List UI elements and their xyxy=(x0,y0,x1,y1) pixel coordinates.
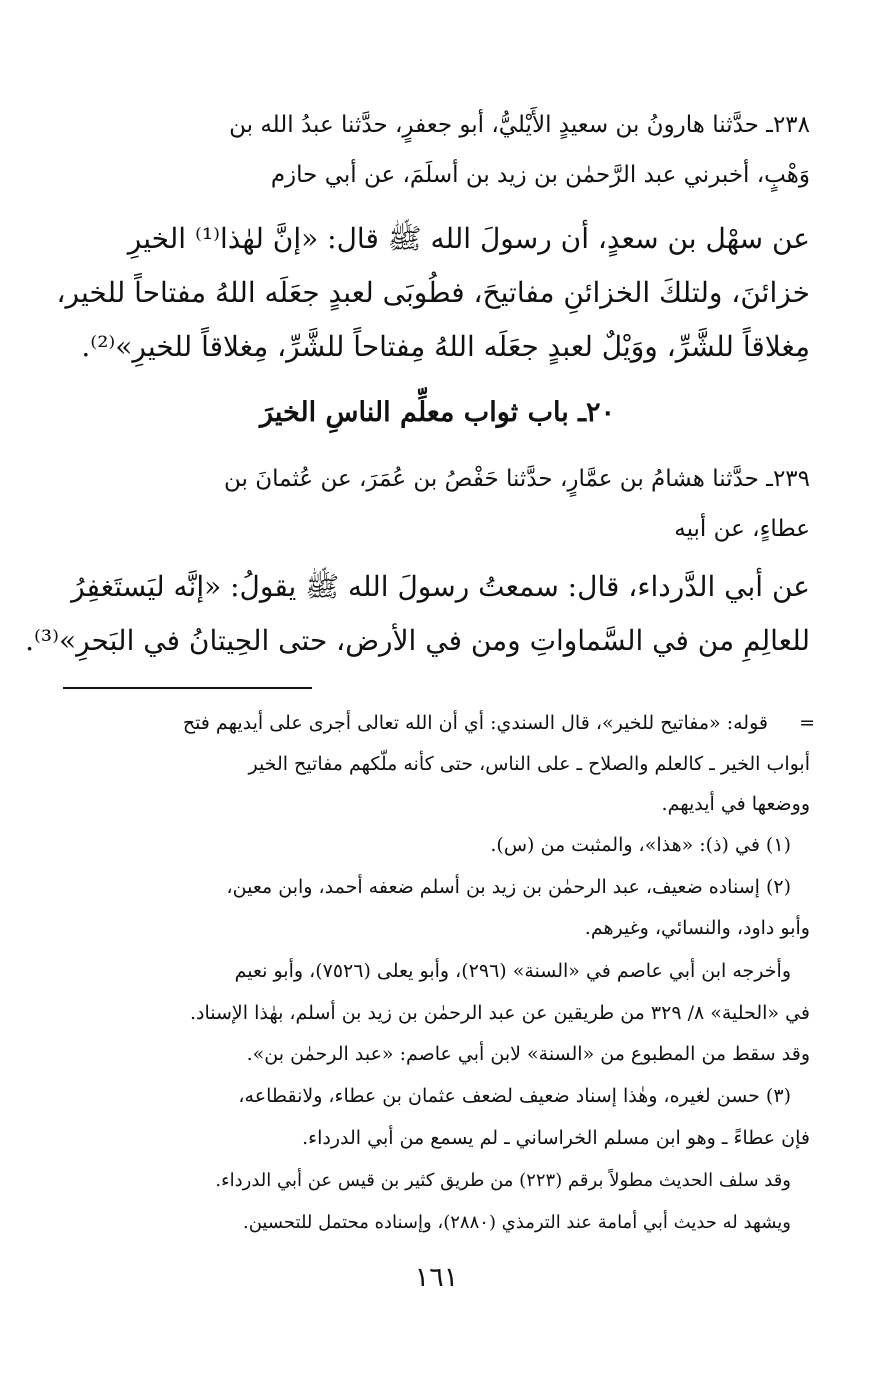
footnote-3-line-2: فإن عطاءً ـ وهو ابن مسلم الخراساني ـ لم يسمع من أبي الدرداء. xyxy=(302,1127,810,1149)
footnote-2-line-3: وأخرجه ابن أبي عاصم في «السنة» (٢٩٦)، وأبو يعلى (٧٥٢٦)، وأبو نعيم xyxy=(234,960,791,982)
footnote-continuation-marker: = xyxy=(799,712,815,734)
chapter-heading: ٢٠ـ باب ثواب معلِّم الناسِ الخيرَ xyxy=(259,397,616,428)
footnote-3-line-1: (٣) حسن لغيره، وهٰذا إسناد ضعيف لضعف عثمان بن عطاء، ولانقطاعه، xyxy=(238,1085,791,1107)
footnote-2-line-4: في «الحلية» ٨/ ٣٢٩ من طريقين عن عبد الرحمٰن بن زيد بن أسلم، بهٰذا الإسناد. xyxy=(189,1002,810,1024)
hadith-239-matn-line-2: للعالِمِ من في السَّماواتِ ومن في الأرض، حتى الحِيتانُ في البَحرِ»⁽³⁾. xyxy=(25,624,810,657)
footnote-2-line-1: (٢) إسناده ضعيف، عبد الرحمٰن بن زيد بن أسلم ضعفه أحمد، وابن معين، xyxy=(226,876,791,898)
hadith-238-matn-line-3: مِغلاقاً للشَّرِّ، ووَيْلٌ لعبدٍ جعَلَه اللهُ مِفتاحاً للشَّرِّ، مِغلاقاً للخيرِ»⁽²⁾. xyxy=(81,330,810,363)
hadith-238-matn-line-2: خزائنَ، ولتلكَ الخزائنِ مفاتيحَ، فطُوبَى لعبدٍ جعَلَه اللهُ مفتاحاً للخير، xyxy=(56,276,810,309)
footnote-1: (١) في (ذ): «هذا»، والمثبت من (س). xyxy=(490,834,791,856)
footnote-divider xyxy=(63,687,312,689)
footnote-continuation-line-2: أبواب الخير ـ كالعلم والصلاح ـ على الناس، حتى كأنه ملّكهم مفاتيح الخير xyxy=(248,753,810,775)
footnote-continuation-line-3: ووضعها في أيديهم. xyxy=(661,793,810,815)
page-number: ١٦١ xyxy=(414,1262,459,1293)
hadith-239-isnad-line-2: عطاءٍ، عن أبيه xyxy=(674,516,810,542)
footnote-3-line-4: ويشهد له حديث أبي أمامة عند الترمذي (٢٨٨٠)، وإسناده محتمل للتحسين. xyxy=(242,1212,791,1233)
footnote-2-line-5: وقد سقط من المطبوع من «السنة» لابن أبي عاصم: «عبد الرحمٰن بن». xyxy=(246,1043,810,1065)
hadith-238-isnad-line-2: وَهْبٍ، أخبرني عبد الرَّحمٰن بن زيد بن أسلَمَ، عن أبي حازم xyxy=(270,162,810,188)
footnote-3-line-3: وقد سلف الحديث مطولاً برقم (٢٢٣) من طريق كثير بن قيس عن أبي الدرداء. xyxy=(215,1170,791,1191)
hadith-239-matn-line-1: عن أبي الدَّرداء، قال: سمعتُ رسولَ الله ﷺ يقولُ: «إنَّه ليَستَغفِرُ xyxy=(71,570,810,603)
footnote-continuation-line-1: قوله: «مفاتيح للخير»، قال السندي: أي أن الله تعالى أجرى على أيديهم فتح xyxy=(182,712,768,734)
hadith-238-isnad-line-1: ٢٣٨ـ حدَّثنا هارونُ بن سعيدٍ الأَيْليُّ، أبو جعفرٍ، حدَّثنا عبدُ الله بن xyxy=(229,112,810,138)
hadith-239-isnad-line-1: ٢٣٩ـ حدَّثنا هشامُ بن عمَّارٍ، حدَّثنا حَفْصُ بن عُمَرَ، عن عُثمانَ بن xyxy=(224,466,810,492)
hadith-238-matn-line-1: عن سهْل بن سعدٍ، أن رسولَ الله ﷺ قال: «إنَّ لهٰذا⁽¹⁾ الخيرِ xyxy=(127,222,810,255)
footnote-2-line-2: وأبو داود، والنسائي، وغيرهم. xyxy=(584,917,810,939)
